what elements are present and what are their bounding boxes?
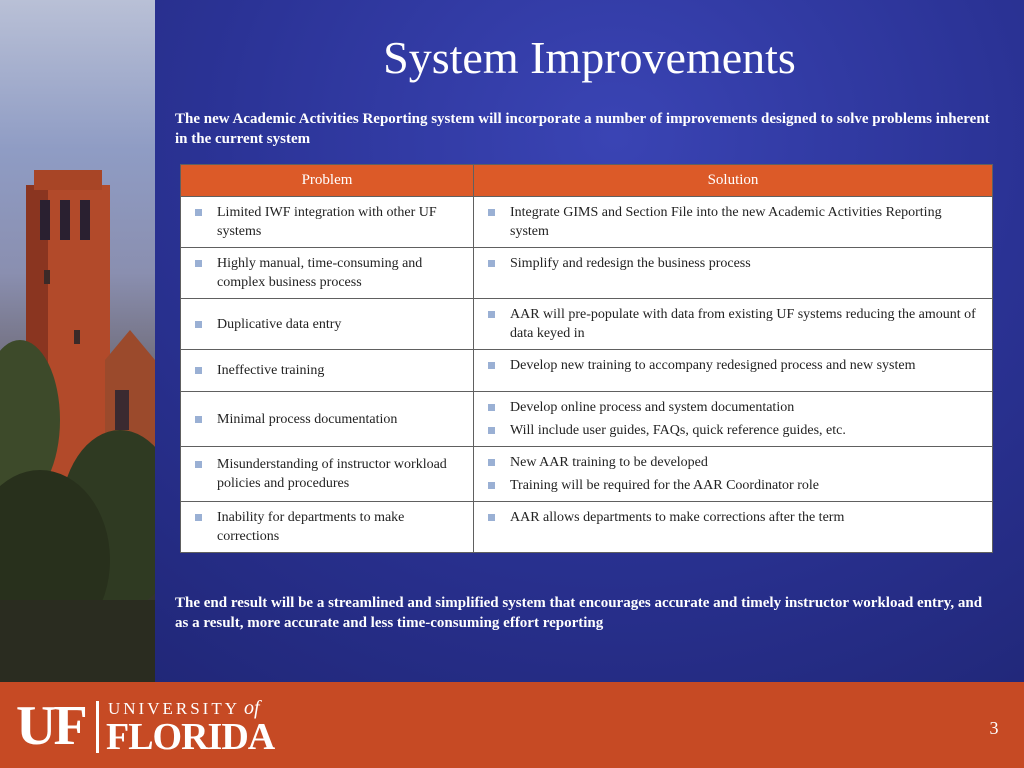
square-bullet-icon	[195, 367, 202, 374]
problem-cell	[181, 197, 474, 248]
table-row	[181, 350, 993, 392]
header-problem: Problem	[181, 165, 474, 197]
century-tower-photo	[0, 0, 155, 682]
solution-cell	[474, 299, 993, 350]
solution-cell	[474, 392, 993, 447]
solution-cell	[474, 197, 993, 248]
page-number: 3	[989, 718, 999, 738]
solution-text: AAR will pre-populate with data from existing UF systems reducing the amount of data keyed in	[510, 307, 976, 341]
slide-title: System Improvements	[383, 32, 796, 83]
problem-text: Inability for departments to make corrections	[217, 510, 405, 544]
square-bullet-icon	[488, 362, 495, 369]
square-bullet-icon	[488, 260, 495, 267]
tower-illustration	[0, 0, 155, 682]
table-row	[181, 502, 993, 553]
solution-cell	[474, 447, 993, 502]
improvements-table	[180, 164, 993, 553]
problem-cell	[181, 299, 474, 350]
solution-text: Develop online process and system documentation	[510, 400, 795, 415]
logo-divider	[96, 701, 99, 753]
table-row	[181, 447, 993, 502]
table-row	[181, 299, 993, 350]
square-bullet-icon	[195, 461, 202, 468]
square-bullet-icon	[488, 404, 495, 411]
problem-text: Ineffective training	[217, 363, 325, 378]
square-bullet-icon	[488, 482, 495, 489]
solution-text: Will include user guides, FAQs, quick reference guides, etc.	[510, 423, 846, 438]
problem-text: Misunderstanding of instructor workload policies and procedures	[217, 457, 447, 491]
square-bullet-icon	[195, 321, 202, 328]
solution-cell	[474, 350, 993, 392]
problem-cell	[181, 502, 474, 553]
solution-cell	[474, 248, 993, 299]
problem-text: Duplicative data entry	[217, 316, 342, 332]
header-solution: Solution	[474, 165, 993, 197]
square-bullet-icon	[195, 209, 202, 216]
problem-cell	[181, 447, 474, 502]
square-bullet-icon	[195, 416, 202, 423]
logo-of: of	[244, 697, 260, 719]
solution-text: Develop new training to accompany redesigned process and new system	[510, 358, 916, 373]
square-bullet-icon	[195, 260, 202, 267]
conclusion-text: The end result will be a streamlined and simplified system that encourages accurate and timely instructor workload entry, and as a result, more accurate and less time-consuming effort reporting	[175, 595, 983, 631]
square-bullet-icon	[488, 459, 495, 466]
intro-text: The new Academic Activities Reporting system will incorporate a number of improvements designed to solve problems inherent in the current system	[175, 111, 990, 147]
logo-university: UNIVERSITY	[108, 699, 240, 718]
table-row	[181, 197, 993, 248]
problem-cell	[181, 392, 474, 447]
solution-text: AAR allows departments to make corrections after the term	[510, 510, 845, 525]
table-row	[181, 392, 993, 447]
solution-text: New AAR training to be developed	[510, 455, 708, 470]
solution-text: Simplify and redesign the business process	[510, 256, 751, 271]
problem-text: Minimal process documentation	[217, 411, 398, 427]
uf-logo	[16, 697, 316, 757]
solution-text: Training will be required for the AAR Coordinator role	[510, 478, 819, 493]
problem-text: Highly manual, time-consuming and complex business process	[217, 256, 423, 290]
table-row	[181, 248, 993, 299]
logo-florida: FLORIDA	[106, 716, 275, 758]
uf-monogram: UF	[16, 695, 85, 757]
square-bullet-icon	[195, 514, 202, 521]
problem-cell	[181, 350, 474, 392]
square-bullet-icon	[488, 514, 495, 521]
problem-text: Limited IWF integration with other UF systems	[217, 205, 437, 239]
solution-cell	[474, 502, 993, 553]
square-bullet-icon	[488, 427, 495, 434]
problem-cell	[181, 248, 474, 299]
solution-text: Integrate GIMS and Section File into the new Academic Activities Reporting system	[510, 205, 942, 239]
square-bullet-icon	[488, 311, 495, 318]
table-header-row	[181, 165, 993, 197]
square-bullet-icon	[488, 209, 495, 216]
